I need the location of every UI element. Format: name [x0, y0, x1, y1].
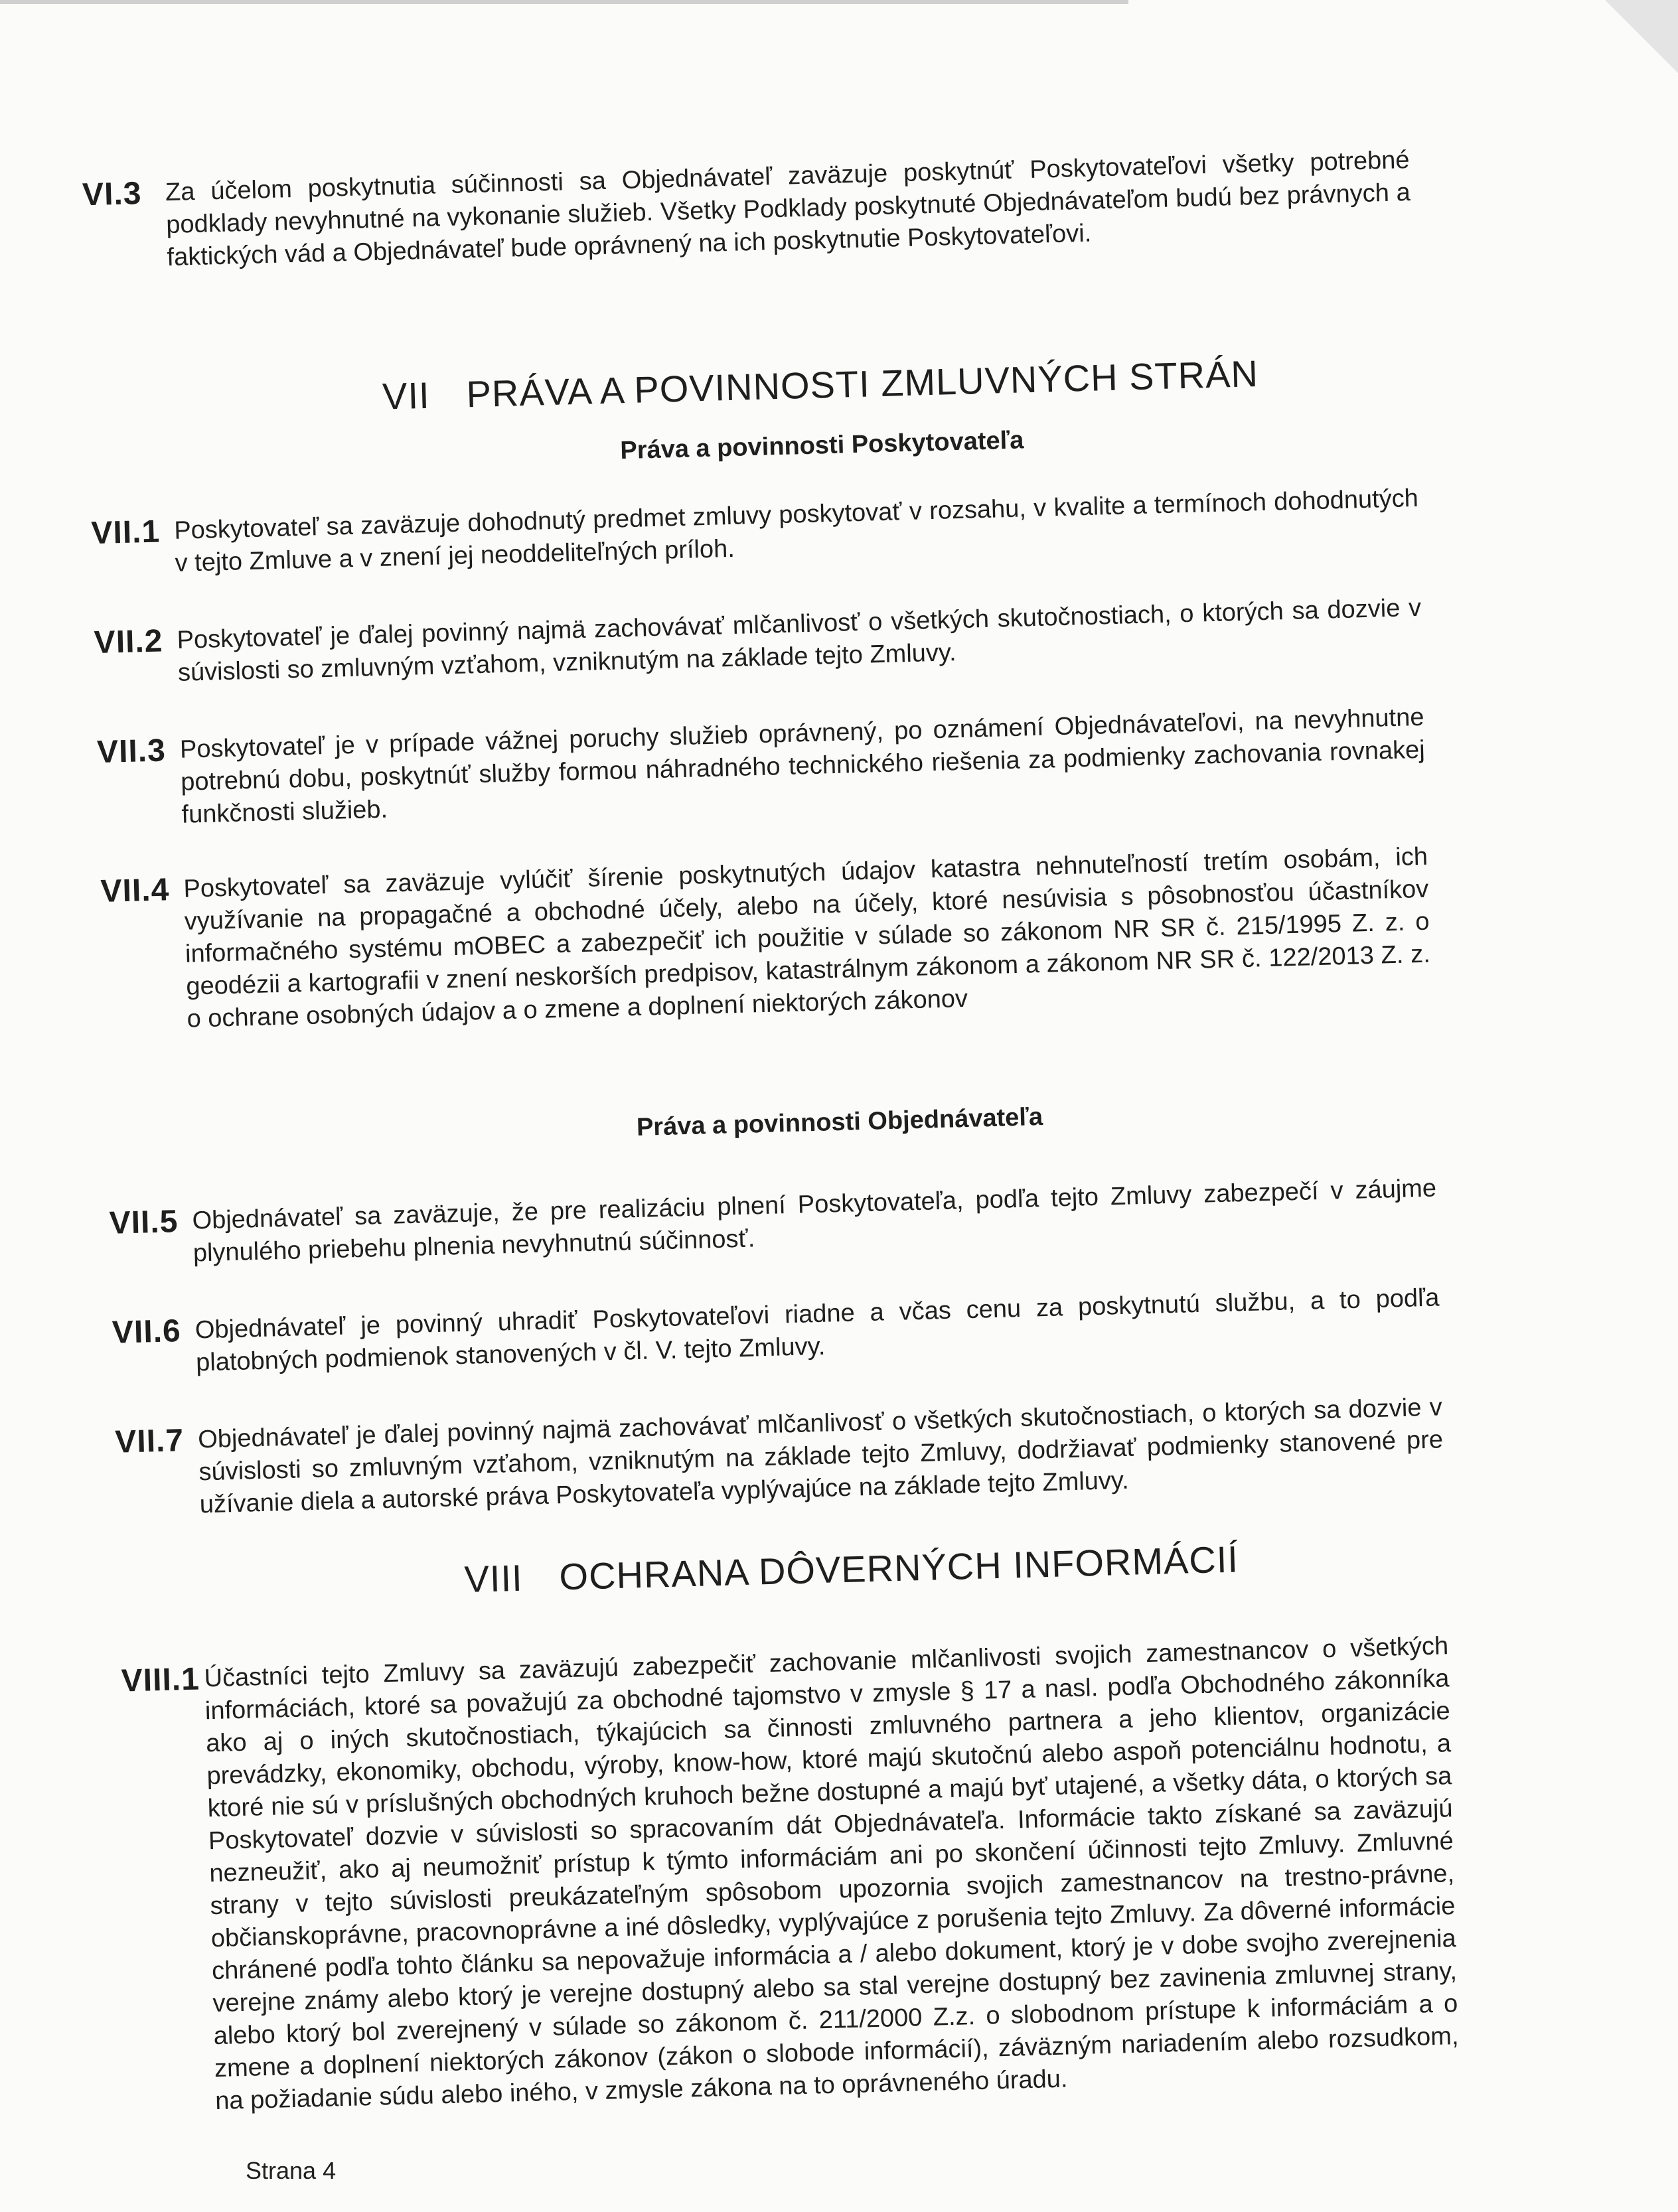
paragraph-vii-4	[100, 841, 1432, 1038]
paragraph-text: Účastníci tejto Zmluvy sa zaväzujú zabezpečiť zachovanie mlčanlivosti svojich zamestnancov o všetkých informáciách, ktoré sa považujú za obchodné tajomstvo v zmysle § 17 a nasl. podľa Obchodného zákonníka ako aj o iných skutočnostiach, týkajúcich sa činnosti zmluvného partnera a jeho klientov, organizácie prevádzky, ekonomiky, obchodu, výroby, know-how, ktoré majú skutočnú alebo aspoň potenciálnu hodnotu, a ktoré nie sú v príslušných obchodných kruhoch bežne dostupné a majú byť utajené, a všetky dáta, o ktorých sa Poskytovateľ dozvie v súvislosti so spracovaním dát Objednávateľa. Informácie takto získané sa zaväzujú nezneužiť, ako aj neumožniť prístup k týmto informáciám ani po skončení účinnosti tejto Zmluvy. Zmluvné strany v tejto súvislosti preukázateľným spôsobom upozornia svojich zamestnancov na trestno-právne, občianskoprávne, pracovnoprávne a iné dôsledky, vyplývajúce z porušenia tejto Zmluvy. Za dôverné informácie chránené podľa tohto článku sa nepovažuje informácia a / alebo dokument, ktorý je v dobe svojho zverejnenia verejne známy alebo ktorý je verejne dostupný alebo sa stal verejne dostupný bez zavinenia zmluvnej strany, alebo ktorý bol zverejnený v súlade so zákonom č. 211/2000 Z.z. o slobodnom prístupe k informáciám a o zmene a doplnení niektorých zákonov (zákon o slobode informácií), záväzným nariadením alebo rozsudkom, na požiadanie súdu alebo iného, v zmysle zákona na to oprávneného úradu.	[204, 1632, 1459, 2116]
paragraph-number: VII.2	[94, 623, 164, 661]
paragraph-text: Za účelom poskytnutia súčinnosti sa Objednávateľ zaväzuje poskytnúť Poskytovateľovi všetky potrebné podklady nevyhnutné na vykonanie služieb. Všetky Podklady poskytnuté Objednávateľom budú bez právnych a faktických vád a Objednávateľ bude oprávnený na ich poskytnutie Poskytovateľovi.	[165, 146, 1411, 272]
article-title: PRÁVA A POVINNOSTI ZMLUVNÝCH STRÁN	[465, 352, 1259, 415]
article-heading-viii	[12, 1524, 1678, 1615]
paragraph-text: Poskytovateľ je v prípade vážnej poruchy služieb oprávnený, po oznámení Objednávateľovi, na nevyhnutne potrebnú dobu, poskytnúť služby formou náhradného technického riešenia za podmienky zachovania rovnakej funkčnosti služieb.	[179, 703, 1426, 829]
paragraph-vii-3	[96, 701, 1426, 834]
paragraph-vi-3	[82, 144, 1411, 276]
paragraph-number: VIII.1	[121, 1661, 200, 1699]
paragraph-vii-6	[112, 1282, 1440, 1381]
paragraph-number: VII.6	[112, 1313, 182, 1351]
article-number: VII	[382, 374, 431, 417]
paragraph-vii-7	[115, 1391, 1444, 1523]
subheading-objednavatel: Práva a povinnosti Objednávateľa	[636, 1102, 1043, 1142]
page-number: Strana 4	[246, 2157, 337, 2184]
paragraph-text: Objednávateľ sa zaväzuje, že pre realizáciu plnení Poskytovateľa, podľa tejto Zmluvy zabezpečí v záujme plynulého priebehu plnenia nevyhnutnú súčinnosť.	[192, 1174, 1437, 1268]
paragraph-viii-1	[121, 1630, 1460, 2120]
paragraph-text: Poskytovateľ sa zaväzuje dohodnutý predmet zmluvy poskytovať v rozsahu, v kvalite a termínoch dohodnutých v tejto Zmluve a v znení jej neoddeliteľných príloh.	[173, 484, 1419, 577]
paragraph-number: VII.3	[96, 733, 167, 771]
paragraph-vii-5	[109, 1172, 1438, 1272]
paragraph-text: Poskytovateľ sa zaväzuje vylúčiť šírenie poskytnutých údajov katastra nehnuteľností tretím osobám, ich využívanie na propagačné a obchodné účely, alebo na účely, ktoré nesúvisia s pôsobnosťou účastníkov informačného systému mOBEC a zabezpečiť ich použitie v súlade so zákonom NR SR č. 215/1995 Z. z. o geodézii a kartografii v znení neskorších predpisov, katastrálnym zákonom a zákonom NR SR č. 122/2013 Z. z. o ochrane osobných údajov a o zmene a doplnení niektorých zákonov	[183, 842, 1431, 1033]
paragraph-number: VI.3	[82, 176, 143, 213]
article-number: VIII	[463, 1556, 524, 1601]
paragraph-vii-2	[94, 592, 1422, 692]
paragraph-number: VII.7	[114, 1423, 185, 1460]
paragraph-number: VII.1	[90, 514, 161, 552]
paragraph-vii-1	[91, 482, 1420, 582]
article-title: OCHRANA DÔVERNÝCH INFORMÁCIÍ	[558, 1538, 1239, 1598]
subheading-poskytovatel: Práva a povinnosti Poskytovateľa	[619, 426, 1024, 465]
paragraph-number: VII.4	[100, 872, 170, 910]
paragraph-number: VII.5	[108, 1204, 179, 1241]
paragraph-text: Objednávateľ je povinný uhradiť Poskytovateľovi riadne a včas cenu za poskytnutú službu, a to podľa platobných podmienok stanovených v čl. V. tejto Zmluvy.	[194, 1284, 1440, 1377]
paragraph-text: Objednávateľ je ďalej povinný najmä zachovávať mlčanlivosť o všetkých skutočnostiach, o ktorých sa dozvie v súvislosti so zmluvným vzťahom, vzniknutým na základe tejto Zmluvy, dodržiavať podmienky stanovené pre užívanie diela a autorské práva Poskytovateľa vyplývajúce na základe tejto Zmluvy.	[197, 1393, 1444, 1519]
paragraph-text: Poskytovateľ je ďalej povinný najmä zachovávať mlčanlivosť o všetkých skutočnostiach, o ktorých sa dozvie v súvislosti so zmluvným vzťahom, vzniknutým na základe tejto Zmluvy.	[177, 593, 1422, 687]
